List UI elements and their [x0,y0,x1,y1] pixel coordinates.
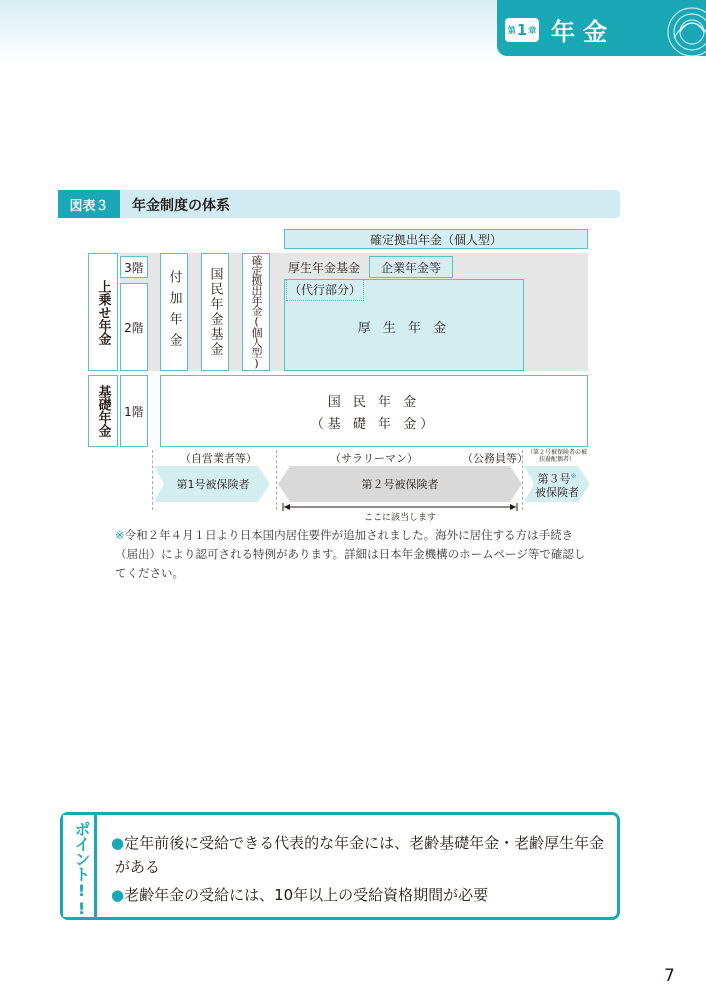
row-label-upper: 上乗せ年金 [88,253,118,371]
point-item-1-line2: がある [115,858,161,876]
range-label: ここに該当します [363,512,436,523]
group-salaryman: （サラリーマン） [330,452,418,465]
kokumin-nenkin-line2: （基 礎 年 金） [310,416,438,432]
page-number: 7 [664,966,675,986]
kousei-nenkin-kikin-label: 厚生年金基金 [288,261,361,275]
third-insured-line1: 第３号 [537,472,571,486]
fuka-nenkin-column: 付加年金 [160,253,188,371]
bullet-icon: ● [111,886,125,904]
floor-1-label: 1階 [120,375,148,447]
ideco-top-bar: 確定拠出年金（個人型） [284,229,588,249]
chapter-badge [505,18,539,42]
second-insured-label: 第２号被保険者 [361,478,439,491]
kokumin-nenkin-line1: 国 民 年 金 [327,394,421,410]
ideco-column: 確定拠出年金(個人型) [242,253,270,371]
bullet-icon: ● [111,834,125,852]
point-item-2-text: 老齢年金の受給には、10年以上の受給資格期間が必要 [124,886,489,904]
chapter-suffix: 章 [528,25,537,35]
floor-2-label: 2階 [120,283,148,371]
third-insured-label [528,470,586,499]
third-insured-line2: 被保険者 [535,485,579,499]
floor-3-label: 3階 [120,256,148,278]
group-self-employed: （自営業者等） [180,452,257,465]
kokumin-nenkin-kikin-column: 国民年金基金 [201,253,229,371]
separator [152,450,153,510]
point-label-panel [63,815,97,917]
group-spouse-note: （第２号被保険者の被扶養配偶者） [526,449,587,463]
group-civil-servant: （公務員等） [462,452,528,465]
figure-title: 年金制度の体系 [132,198,230,214]
daikou-bubun-label: （代行部分） [286,279,364,301]
chapter-number: 1 [516,21,528,39]
kousei-nenkin-text: 厚 生 年 金 [357,320,451,336]
point-label: ポイント!! [72,821,91,917]
footnote-text: 令和２年４月１日より日本国内居住要件が追加されました。海外に居住する方は手続き（届出）により認可される特例があります。詳細は日本年金機構のホームページ等で確認してください。 [115,528,586,580]
figure-title-bar [58,190,620,218]
swirl-decoration-icon [650,0,706,56]
figure-label: 図表３ [58,190,120,218]
first-insured-label: 第1号被保険者 [176,478,250,491]
kigyou-nenkin-box: 企業年金等 [369,256,453,278]
point-box [60,812,620,920]
chapter-tab [497,0,706,56]
third-insured-mark: ※ [570,472,577,480]
kokumin-nenkin-box [160,375,588,447]
point-item-1-line1: 定年前後に受給できる代表的な年金には、老齢基礎年金・老齢厚生年金 [124,834,605,852]
chapter-prefix: 第 [507,25,516,35]
point-item-2 [111,883,488,907]
point-item-1 [111,831,604,879]
footnote-mark: ※ [115,528,125,542]
footnote [115,526,593,583]
row-label-base: 基礎年金 [88,375,118,447]
chapter-title: 年金 [551,18,615,46]
